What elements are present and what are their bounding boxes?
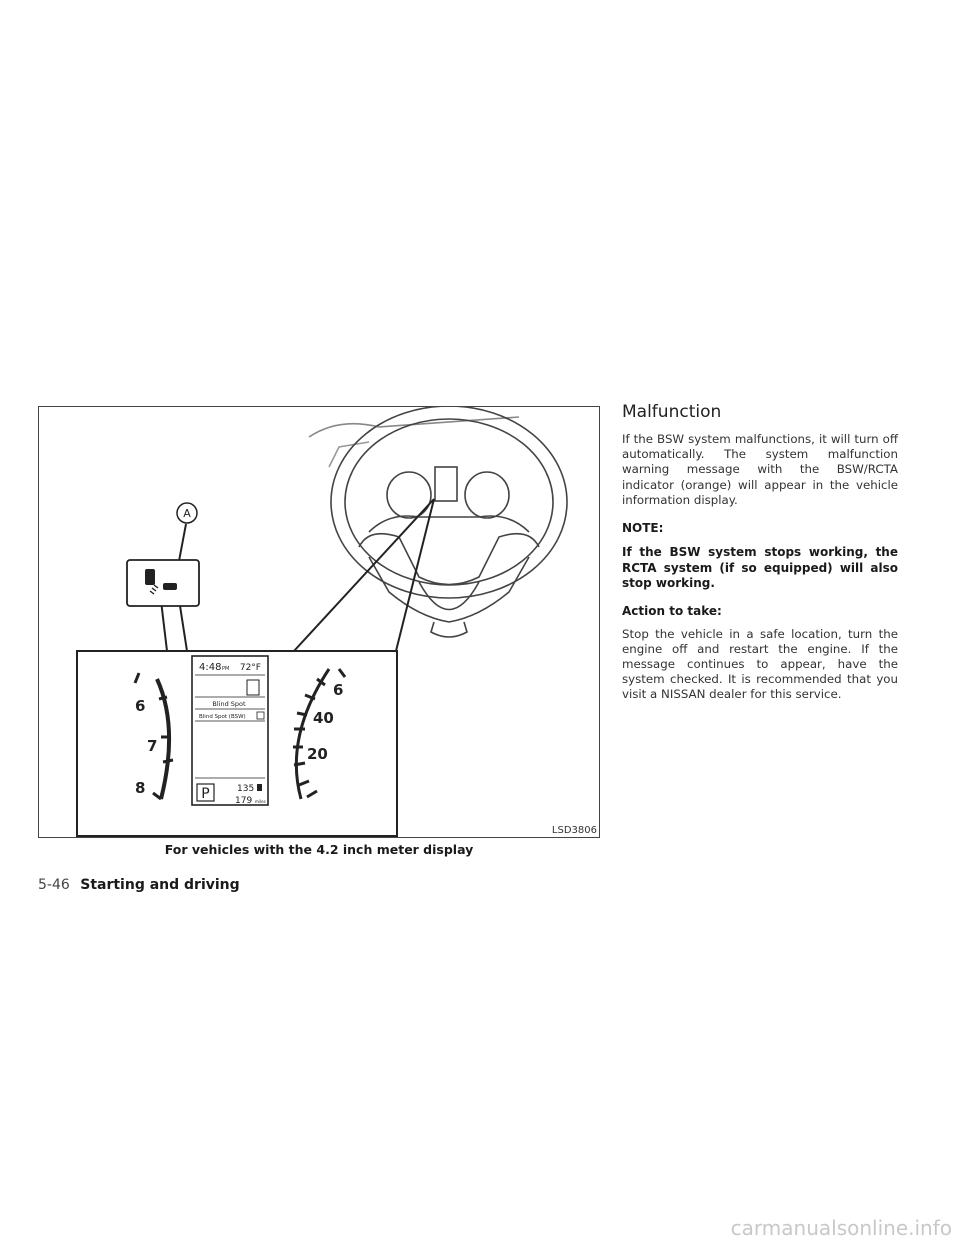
display-menu-item-1: Blind Spot (212, 700, 246, 708)
bsw-indicator-box (127, 560, 199, 606)
info-display (192, 656, 268, 805)
watermark: carmanualsonline.info (730, 1216, 952, 1240)
tach-label-8: 8 (135, 779, 146, 797)
display-gear: P (201, 786, 210, 802)
figure-caption: For vehicles with the 4.2 inch meter display (164, 842, 474, 857)
display-temp: 72°F (239, 663, 261, 673)
meter-display-figure (38, 406, 600, 838)
display-time: 4:48 (199, 662, 222, 673)
callout-a-label: A (183, 507, 191, 520)
note-label: NOTE: (622, 521, 664, 536)
speedo-label-20: 20 (307, 745, 328, 763)
speedo-label-6: 6 (333, 681, 344, 699)
footer-section: Starting and driving (80, 877, 240, 893)
display-odo-1: 135 (237, 784, 255, 794)
steering-wheel-illustration (309, 407, 567, 637)
display-ampm: PM (222, 666, 230, 672)
display-odo-2: 179 (235, 796, 253, 806)
paragraph-malfunction: If the BSW system malfunctions, it will turn off automatically. The system malfunction warning message with the BSW/RCTA indicator (orange) will appear in the vehicle information display. (622, 432, 898, 507)
page-number: 5-46 (38, 877, 70, 893)
display-odo-unit: miles (255, 799, 266, 804)
figure-code: LSD3806 (551, 825, 597, 836)
display-menu-item-2: Blind Spot (BSW) (199, 714, 246, 720)
action-label: Action to take: (622, 603, 722, 618)
note-text: If the BSW system stops working, the RCTA system (if so equipped) will also stop working. (622, 545, 898, 591)
page-footer (38, 877, 240, 893)
text-column (622, 402, 898, 716)
section-title: Malfunction (622, 402, 722, 422)
meter-illustration (39, 407, 601, 839)
tach-label-6: 6 (135, 697, 146, 715)
tach-label-7: 7 (147, 737, 158, 755)
paragraph-action: Stop the vehicle in a safe location, turn the engine off and restart the engine. If the message continues to appear, have the system checked. It is recommended that you visit a NISSAN dealer for this service. (622, 626, 898, 702)
speedo-label-40: 40 (313, 709, 334, 727)
